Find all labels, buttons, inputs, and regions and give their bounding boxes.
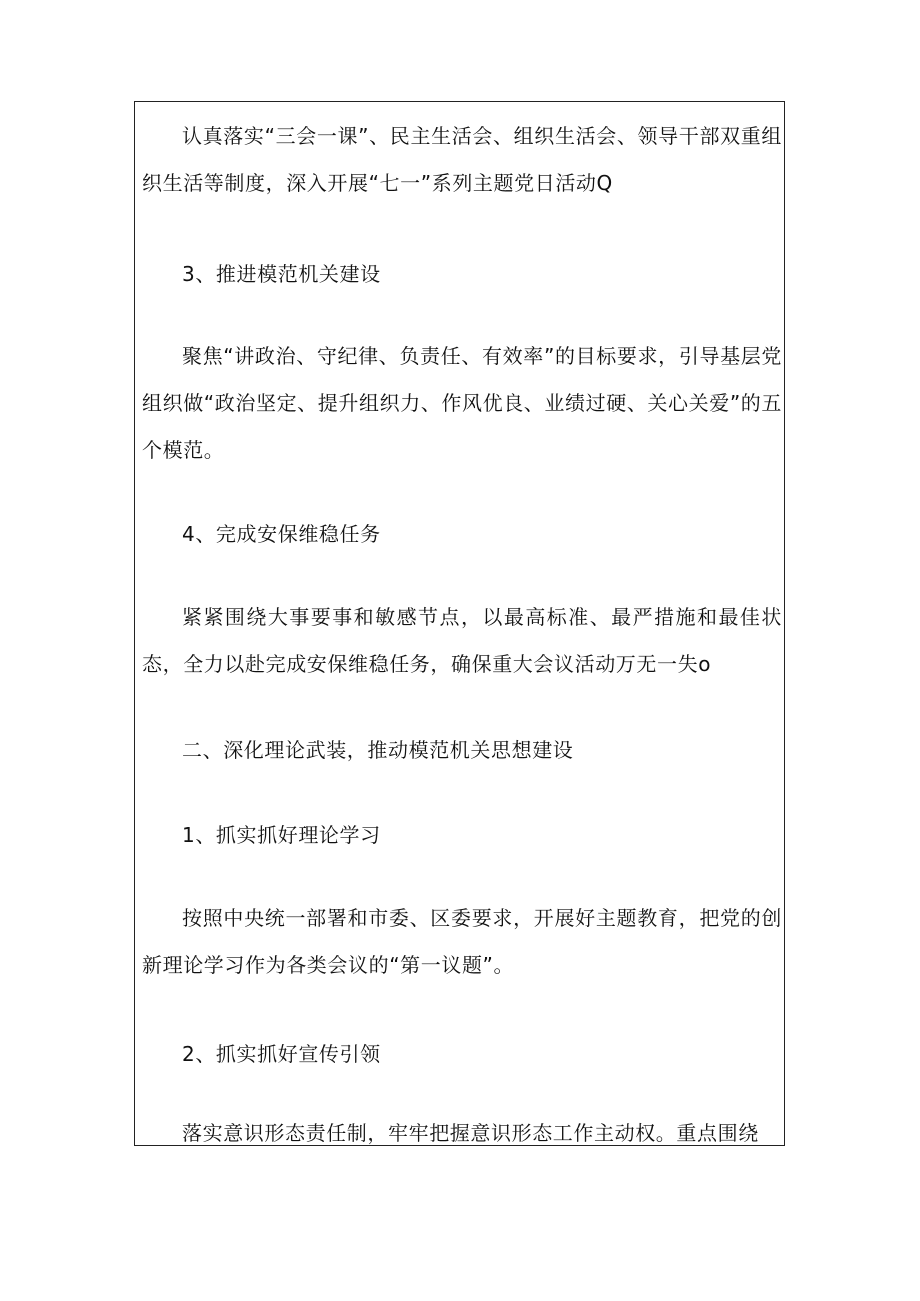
paragraph-ideology-responsibility: 落实意识形态责任制，牢牢把握意识形态工作主动权。重点围绕 xyxy=(182,1121,759,1145)
paragraph-security-tasks: 紧紧围绕大事要事和敏感节点，以最高标准、最严措施和最佳状态，全力以赴完成安保维稳任务，确保重大会议活动万无一失o xyxy=(142,605,782,676)
paragraph-party-activities: 认真落实“三会一课”、民主生活会、组织生活会、领导干部双重组织生活等制度，深入开展“七一”系列主题党日活动Q xyxy=(142,124,782,195)
heading-theoretical-arming: 二、深化理论武装，推动模范机关思想建设 xyxy=(182,738,574,762)
heading-model-agency-building: 3、推进模范机关建设 xyxy=(182,262,381,286)
heading-security-stability: 4、完成安保维稳任务 xyxy=(182,522,381,546)
paragraph-five-models: 聚焦“讲政治、守纪律、负责任、有效率”的目标要求，引导基层党组织做“政治坚定、提升组织力、作风优良、业绩过硬、关心关爱”的五个模范。 xyxy=(142,344,782,462)
heading-publicity-guidance: 2、抓实抓好宣传引领 xyxy=(182,1042,381,1066)
heading-theory-study: 1、抓实抓好理论学习 xyxy=(182,823,381,847)
paragraph-theme-education: 按照中央统一部署和市委、区委要求，开展好主题教育，把党的创新理论学习作为各类会议的“第一议题”。 xyxy=(142,906,782,977)
